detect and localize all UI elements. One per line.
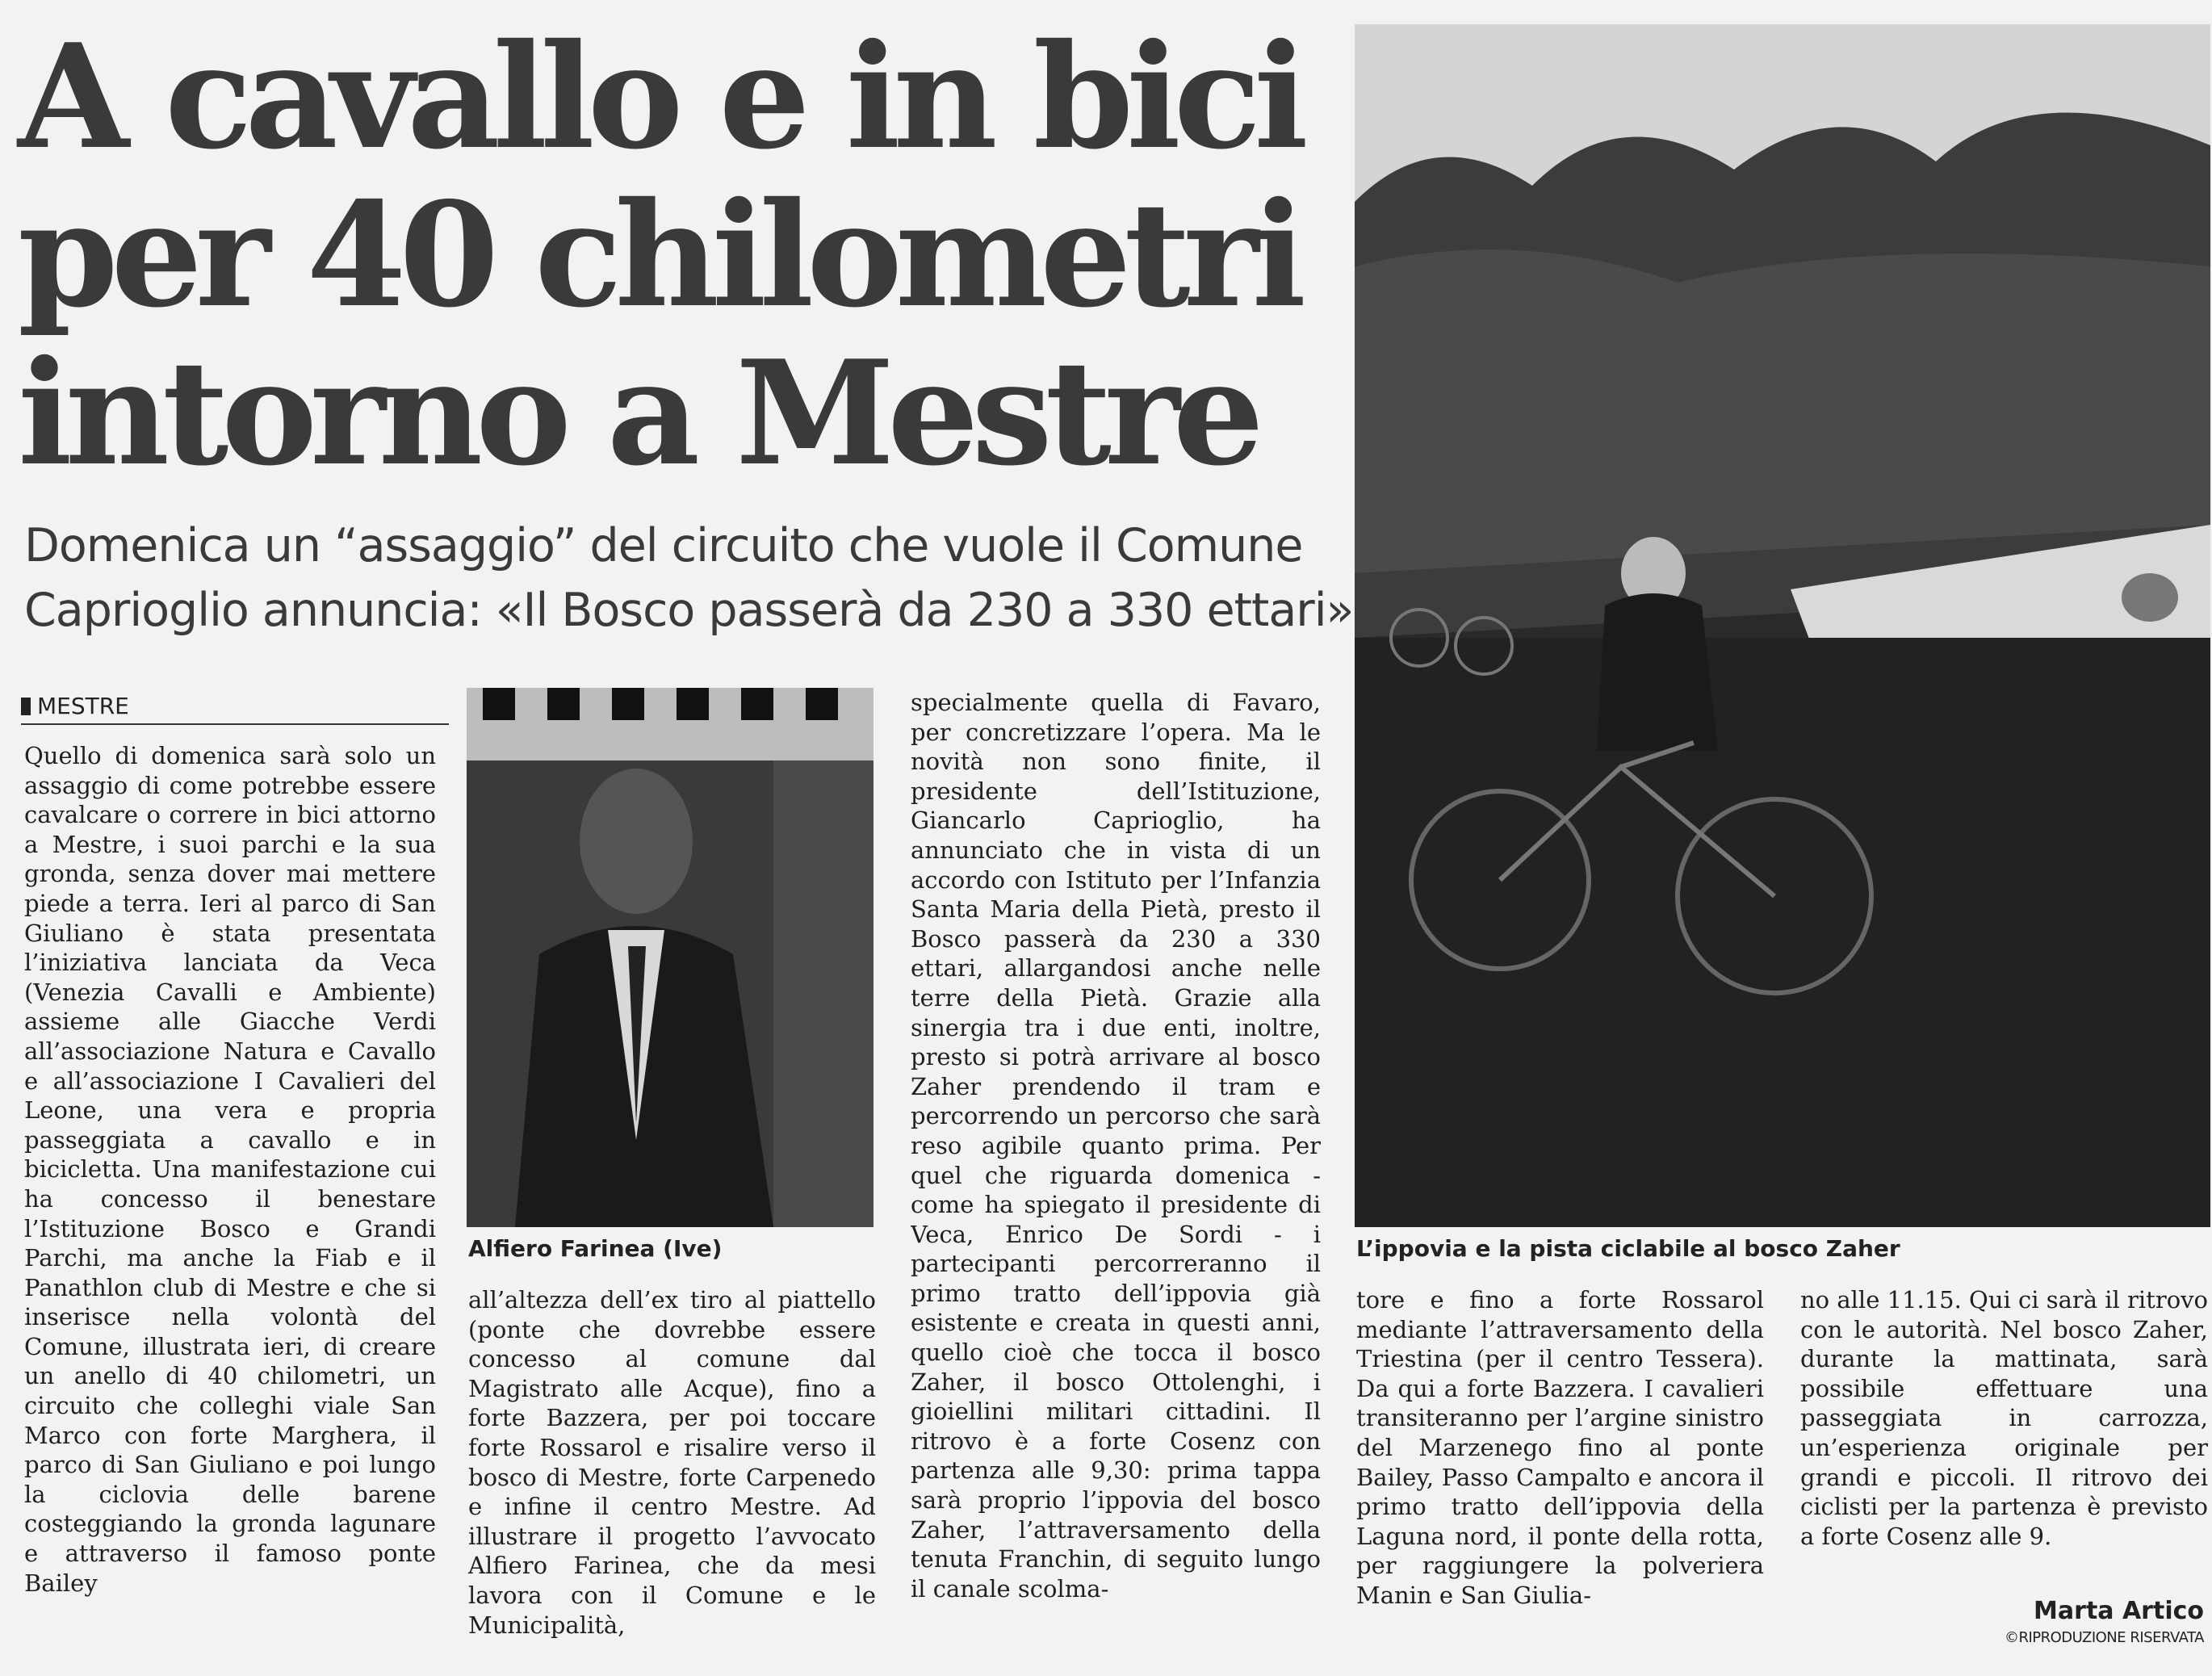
- dateline-text: MESTRE: [37, 693, 129, 719]
- author-byline: Marta Artico: [2034, 1597, 2204, 1625]
- dateline-marker-icon: [21, 698, 31, 715]
- article-column-2: [468, 1285, 876, 1661]
- headline: [18, 12, 1326, 497]
- article-column-3: [911, 688, 1321, 1661]
- subtitle-line-1: Domenica un “assaggio” del circuito che vuole il Comune: [24, 519, 1303, 572]
- column-5-text: no alle 11.15. Qui ci sarà il ritrovo con le autorità. Nel bosco Zaher, durante la mattinata, sarà possibile effettuare una passeggiata in carrozza, un’esperienza originale per grandi e piccoli. Il ritrovo dei ciclisti per la partenza è previsto a forte Cosenz alle 9.: [1800, 1286, 2208, 1550]
- column-4-text: tore e fino a forte Rossarol mediante l’attraversamento della Triestina (per il centro Tessera). Da qui a forte Bazzera. I cavalieri transiteranno per l’argine sinistro del Marzenego fino al ponte Bailey, Passo Campalto e ancora il primo tratto dell’ippovia della Laguna nord, il ponte della rotta, per raggiungere la polveriera Manin e San Giulia-: [1356, 1286, 1764, 1609]
- column-1-text: Quello di domenica sarà solo un assaggio di come potrebbe essere cavalcare o correre in bici attorno a Mestre, i suoi parchi e la sua gronda, senza dover mai mettere piede a terra. Ieri al parco di San Giuliano è stata presentata l’iniziativa lanciata da Veca (Venezia Cavalli e Ambiente) assieme alle Giacche Verdi all’associazione Natura e Cavallo e all’associazione I Cavalieri del Leone, una vera e propria passeggiata a cavallo e in bicicletta. Una manifestazione cui ha concesso il benestare l’Istituzione Bosco e Grandi Parchi, ma anche la Fiab e il Panathlon club di Mestre e che si inserisce nella volontà del Comune, illustrata ieri, di creare un anello di 40 chilometri, un circuito che colleghi viale San Marco con forte Marghera, il parco di San Giuliano e poi lungo la ciclovia delle barene costeggiando la gronda lagunare e attraverso il famoso ponte Bailey: [24, 742, 436, 1597]
- copyright-notice: ©RIPRODUZIONE RISERVATA: [2004, 1629, 2204, 1646]
- column-2-text: all’altezza dell’ex tiro al piattello (ponte che dovrebbe essere concesso al comune dal Magistrato alle Acque), fino a forte Bazzera, per poi toccare forte Rossarol e risalire verso il bosco di Mestre, forte Carpenedo e infine il centro Mestre. Ad illustrare il progetto l’avvocato Alfiero Farinea, che da mesi lavora con il Comune e le Municipalità,: [468, 1286, 876, 1639]
- park-photo: [1355, 24, 2210, 1227]
- dateline: [21, 693, 449, 725]
- column-3-text: specialmente quella di Favaro, per concretizzare l’opera. Ma le novità non sono finite, il presidente dell’Istituzione, Giancarlo Caprioglio, ha annunciato che in vista di un accordo con Istituto per l’Infanzia Santa Maria della Pietà, presto il Bosco passerà da 230 a 330 ettari, allargandosi anche nelle terre della Pietà. Grazie alla sinergia tra i due enti, inoltre, presto si potrà arrivare al bosco Zaher prendendo il tram e percorrendo un percorso che sarà reso agibile quanto prima. Per quel che riguarda domenica - come ha spiegato il presidente di Veca, Enrico De Sordi - i partecipanti percorreranno il primo tratto dell’ippovia già esistente e creata in questi anni, quello cioè che tocca il bosco Zaher, il bosco Ottolenghi, i gioiellini militari cittadini. Il ritrovo è a forte Cosenz con partenza alle 9,30: prima tappa sarà proprio l’ippovia del bosco Zaher, l’attraversamento della tenuta Franchin, di seguito lungo il canale scolma-: [911, 689, 1321, 1603]
- article-column-4: [1356, 1285, 1764, 1661]
- subtitle: [24, 513, 1354, 643]
- article-column-5: [1800, 1285, 2208, 1592]
- headline-line-2: per 40 chilometri: [18, 170, 1300, 339]
- headline-line-1: A cavallo e in bici: [18, 12, 1301, 181]
- portrait-caption: Alfiero Farinea (Ive): [468, 1235, 723, 1262]
- headline-line-3: intorno a Mestre: [18, 329, 1257, 497]
- subtitle-line-2: Caprioglio annuncia: «Il Bosco passerà da 230 a 330 ettari»: [24, 584, 1354, 637]
- article-column-1: [24, 741, 436, 1661]
- park-caption: L’ippovia e la pista ciclabile al bosco Zaher: [1356, 1235, 1900, 1262]
- park-image-icon: [1355, 24, 2210, 1227]
- portrait-photo: [467, 688, 873, 1227]
- portrait-image-icon: [467, 688, 873, 1227]
